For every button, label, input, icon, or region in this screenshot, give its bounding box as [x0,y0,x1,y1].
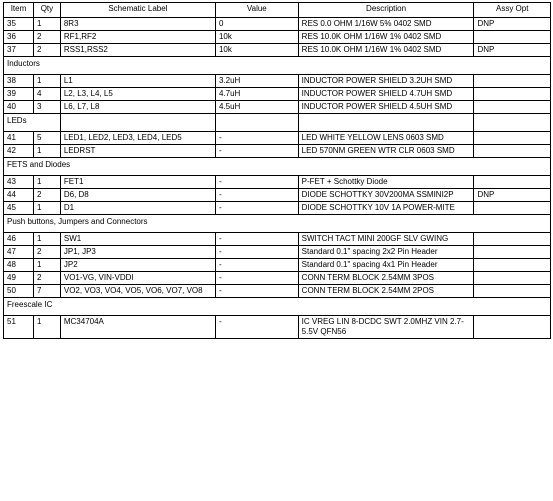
assy-opt-cell [474,101,551,114]
assy-opt-cell [474,145,551,158]
table-row [4,145,551,158]
assy-opt-cell [474,75,551,88]
table-row [4,44,551,57]
value-cell: - [215,259,298,272]
schematic-label-cell: LEDRST [60,145,215,158]
section-label: Push buttons, Jumpers and Connectors [4,215,551,233]
qty-cell: 7 [33,285,60,298]
item-cell: 47 [4,246,34,259]
qty-cell: 2 [33,44,60,57]
assy-opt-cell [474,176,551,189]
description-cell: IC VREG LIN 8-DCDC SWT 2.0MHZ VIN 2.7-5.5V QFN56 [298,316,474,339]
table-row [4,246,551,259]
table-row [4,259,551,272]
schematic-label-cell: FET1 [60,176,215,189]
assy-opt-cell [474,259,551,272]
item-cell: 42 [4,145,34,158]
value-cell: - [215,285,298,298]
col-header-item: Item [4,3,34,18]
schematic-label-cell: D6, D8 [60,189,215,202]
schematic-label-cell: JP1, JP3 [60,246,215,259]
schematic-label-cell: VO2, VO3, VO4, VO5, VO6, VO7, VO8 [60,285,215,298]
schematic-label-cell: 8R3 [60,18,215,31]
item-cell: 39 [4,88,34,101]
qty-cell: 2 [33,31,60,44]
qty-cell: 3 [33,101,60,114]
empty-cell [60,114,215,132]
qty-cell: 1 [33,176,60,189]
assy-opt-cell [474,88,551,101]
item-cell: 49 [4,272,34,285]
section-row [4,158,551,176]
description-cell: Standard 0.1" spacing 2x2 Pin Header [298,246,474,259]
value-cell: - [215,176,298,189]
section-row [4,114,551,132]
description-cell: RES 10.0K OHM 1/16W 1% 0402 SMD [298,44,474,57]
qty-cell: 5 [33,132,60,145]
qty-cell: 1 [33,316,60,339]
value-cell: - [215,316,298,339]
description-cell: CONN TERM BLOCK 2.54MM 2POS [298,285,474,298]
description-cell: RES 10.0K OHM 1/16W 1% 0402 SMD [298,31,474,44]
item-cell: 44 [4,189,34,202]
assy-opt-cell [474,233,551,246]
table-row [4,132,551,145]
col-header-description: Description [298,3,474,18]
description-cell: INDUCTOR POWER SHIELD 4.5UH SMD [298,101,474,114]
schematic-label-cell: D1 [60,202,215,215]
assy-opt-cell [474,272,551,285]
description-cell: INDUCTOR POWER SHIELD 4.7UH SMD [298,88,474,101]
value-cell: - [215,145,298,158]
value-cell: - [215,189,298,202]
assy-opt-cell [474,285,551,298]
value-cell: - [215,132,298,145]
item-cell: 40 [4,101,34,114]
table-row [4,189,551,202]
table-row [4,18,551,31]
description-cell: Standard 0.1" spacing 4x1 Pin Header [298,259,474,272]
assy-opt-cell: DNP [474,18,551,31]
section-label: FETS and Diodes [4,158,551,176]
assy-opt-cell [474,31,551,44]
description-cell: INDUCTOR POWER SHIELD 3.2UH SMD [298,75,474,88]
value-cell: 10k [215,44,298,57]
schematic-label-cell: SW1 [60,233,215,246]
item-cell: 45 [4,202,34,215]
value-cell: - [215,246,298,259]
schematic-label-cell: MC34704A [60,316,215,339]
section-row [4,57,551,75]
assy-opt-cell [474,202,551,215]
qty-cell: 1 [33,233,60,246]
value-cell: 4.7uH [215,88,298,101]
section-label: LEDs [4,114,61,132]
table-row [4,202,551,215]
empty-cell [298,114,474,132]
empty-cell [474,114,551,132]
schematic-label-cell: JP2 [60,259,215,272]
schematic-label-cell: L1 [60,75,215,88]
assy-opt-cell [474,246,551,259]
qty-cell: 1 [33,18,60,31]
qty-cell: 1 [33,75,60,88]
table-row [4,101,551,114]
description-cell: RES 0.0 OHM 1/16W 5% 0402 SMD [298,18,474,31]
description-cell: LED 570NM GREEN WTR CLR 0603 SMD [298,145,474,158]
section-row [4,215,551,233]
col-header-value: Value [215,3,298,18]
col-header-qty: Qty [33,3,60,18]
schematic-label-cell: RF1,RF2 [60,31,215,44]
description-cell: CONN TERM BLOCK 2.54MM 3POS [298,272,474,285]
section-label: Inductors [4,57,551,75]
item-cell: 50 [4,285,34,298]
schematic-label-cell: L2, L3, L4, L5 [60,88,215,101]
item-cell: 46 [4,233,34,246]
col-header-assy-opt: Assy Opt [474,3,551,18]
table-row [4,272,551,285]
description-cell: LED WHITE YELLOW LENS 0603 SMD [298,132,474,145]
value-cell: 0 [215,18,298,31]
qty-cell: 1 [33,145,60,158]
table-row [4,316,551,339]
value-cell: - [215,233,298,246]
table-row [4,75,551,88]
assy-opt-cell [474,132,551,145]
value-cell: 10k [215,31,298,44]
schematic-label-cell: VO1-VG, VIN-VDDI [60,272,215,285]
item-cell: 36 [4,31,34,44]
assy-opt-cell [474,316,551,339]
item-cell: 41 [4,132,34,145]
table-row [4,176,551,189]
header-row [4,3,551,18]
description-cell: SWITCH TACT MINI 200GF SLV GWING [298,233,474,246]
qty-cell: 2 [33,246,60,259]
item-cell: 43 [4,176,34,189]
section-row [4,298,551,316]
section-label: Freescale IC [4,298,551,316]
table-row [4,285,551,298]
table-row [4,233,551,246]
value-cell: - [215,202,298,215]
description-cell: P-FET + Schottky Diode [298,176,474,189]
assy-opt-cell: DNP [474,44,551,57]
table-row [4,88,551,101]
assy-opt-cell: DNP [474,189,551,202]
item-cell: 35 [4,18,34,31]
empty-cell [215,114,298,132]
description-cell: DIODE SCHOTTKY 30V200MA SSMINI2P [298,189,474,202]
table-row [4,31,551,44]
item-cell: 38 [4,75,34,88]
value-cell: 3.2uH [215,75,298,88]
qty-cell: 4 [33,88,60,101]
qty-cell: 2 [33,189,60,202]
item-cell: 51 [4,316,34,339]
item-cell: 48 [4,259,34,272]
description-cell: DIODE SCHOTTKY 10V 1A POWER-MITE [298,202,474,215]
schematic-label-cell: L6, L7, L8 [60,101,215,114]
qty-cell: 1 [33,202,60,215]
bom-table [3,2,551,339]
bom-body [4,18,551,339]
value-cell: 4.5uH [215,101,298,114]
item-cell: 37 [4,44,34,57]
schematic-label-cell: RSS1,RSS2 [60,44,215,57]
qty-cell: 1 [33,259,60,272]
value-cell: - [215,272,298,285]
qty-cell: 2 [33,272,60,285]
col-header-schematic-label: Schematic Label [60,3,215,18]
schematic-label-cell: LED1, LED2, LED3, LED4, LED5 [60,132,215,145]
